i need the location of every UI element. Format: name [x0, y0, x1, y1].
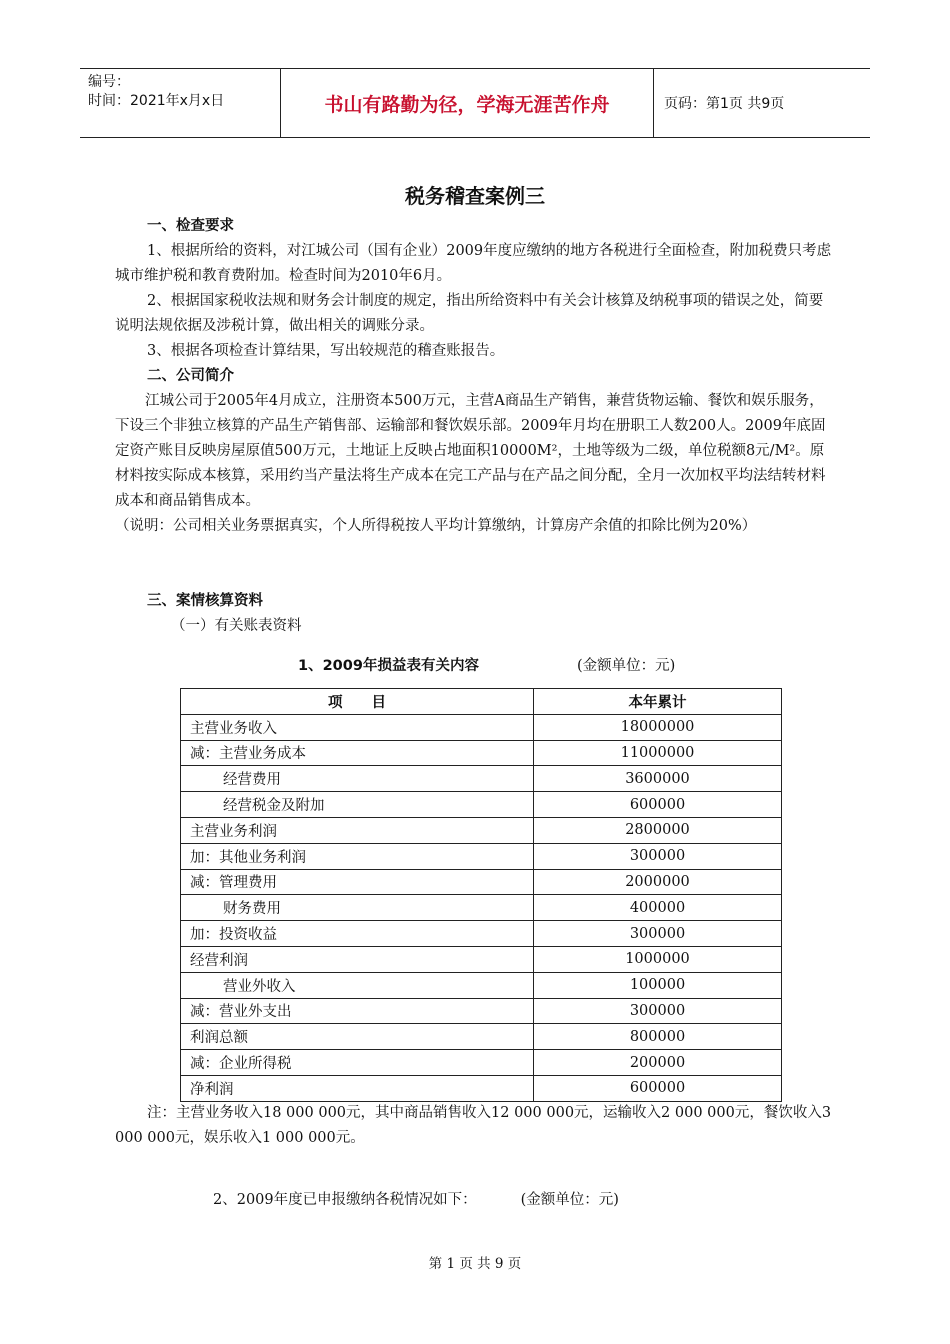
table-row: [181, 1050, 782, 1076]
number-label: 编号：: [88, 74, 130, 90]
row-value: 100000: [534, 972, 782, 998]
section-3-sub1: （一）有关账表资料: [171, 618, 302, 634]
table1-note: 注：主营业务收入18 000 000元，其中商品销售收入12 000 000元，运输收入2 000 000元，餐饮收入3 000 000元，娱乐收入1 000 000元。: [115, 1105, 832, 1146]
table2-unit: (金额单位：元): [520, 1192, 619, 1208]
row-item: 减：主营业务成本: [181, 740, 534, 766]
table-row: [181, 817, 782, 843]
table-row: [181, 766, 782, 792]
row-item: 减：管理费用: [181, 869, 534, 895]
table-header-row: [181, 689, 782, 715]
table-row: [181, 895, 782, 921]
row-value: 2000000: [534, 869, 782, 895]
table-row: [181, 1075, 782, 1101]
row-value: 3600000: [534, 766, 782, 792]
page-label: 页码：第1页 共9页: [664, 96, 785, 112]
table-row: [181, 740, 782, 766]
row-item: 主营业务收入: [181, 714, 534, 740]
table-row: [181, 714, 782, 740]
page-footer: 第 1 页 共 9 页: [428, 1256, 522, 1272]
requirement-1: 1、根据所给的资料，对江城公司（国有企业）2009年度应缴纳的地方各税进行全面检查，附加税费只考虑城市维护税和教育费附加。检查时间为2010年6月。: [115, 243, 832, 284]
row-value: 600000: [534, 792, 782, 818]
section-3-heading: 三、案情核算资料: [147, 593, 263, 609]
row-item: 经营费用: [181, 766, 534, 792]
requirement-3: 3、根据各项检查计算结果，写出较规范的稽查账报告。: [147, 343, 505, 359]
table-row: [181, 998, 782, 1024]
requirement-2: 2、根据国家税收法规和财务会计制度的规定，指出所给资料中有关会计核算及纳税事项的错误之处，简要说明法规依据及涉税计算，做出相关的调账分录。: [115, 293, 824, 334]
column-header-ytd: 本年累计: [534, 689, 782, 715]
row-item: 经营利润: [181, 946, 534, 972]
row-item: 减：营业外支出: [181, 998, 534, 1024]
company-profile: 江城公司于2005年4月成立，注册资本500万元，主营A商品生产销售，兼营货物运输、餐饮和娱乐服务，下设三个非独立核算的产品生产销售部、运输部和餐饮娱乐部。2009年月均在册职工人数200人。2009年底固定资产账目反映房屋原值500万元，土地证上反映占地面积10000M²，土地等级为二级，单位税额8元/M²。原材料按实际成本核算，采用约当产量法将生产成本在完工产品与在产品之间分配，全月一次加权平均法结转材料成本和商品销售成本。: [115, 393, 826, 509]
section-1-heading: 一、检查要求: [147, 218, 234, 234]
row-value: 400000: [534, 895, 782, 921]
table-row: [181, 843, 782, 869]
row-item: 加：投资收益: [181, 921, 534, 947]
row-item: 减：企业所得税: [181, 1050, 534, 1076]
row-value: 300000: [534, 843, 782, 869]
table-row: [181, 1024, 782, 1050]
motto: 书山有路勤为径，学海无涯苦作舟: [280, 69, 654, 137]
row-item: 利润总额: [181, 1024, 534, 1050]
row-value: 1000000: [534, 946, 782, 972]
row-item: 主营业务利润: [181, 817, 534, 843]
row-item: 加：其他业务利润: [181, 843, 534, 869]
row-value: 200000: [534, 1050, 782, 1076]
table1-title: 1、2009年损益表有关内容: [298, 658, 479, 674]
page-header: [80, 68, 870, 138]
table-row: [181, 792, 782, 818]
row-item: 净利润: [181, 1075, 534, 1101]
row-value: 2800000: [534, 817, 782, 843]
row-value: 800000: [534, 1024, 782, 1050]
table1-unit: (金额单位：元): [577, 658, 676, 674]
table1-note-block: [115, 1101, 837, 1151]
document-title: 税务稽查案例三: [405, 184, 545, 208]
row-value: 600000: [534, 1075, 782, 1101]
table-row: [181, 946, 782, 972]
row-item: 营业外收入: [181, 972, 534, 998]
row-item: 经营税金及附加: [181, 792, 534, 818]
table-row: [181, 869, 782, 895]
table2-heading-block: [115, 1188, 837, 1213]
header-left: [88, 73, 224, 111]
row-item: 财务费用: [181, 895, 534, 921]
table2-title: 2、2009年度已申报缴纳各税情况如下：: [213, 1192, 477, 1208]
income-statement-table: [180, 688, 782, 1102]
row-value: 300000: [534, 921, 782, 947]
table-row: [181, 921, 782, 947]
column-header-item: 项 目: [181, 689, 534, 715]
company-note: （说明：公司相关业务票据真实，个人所得税按人平均计算缴纳，计算房产余值的扣除比例为20%）: [115, 518, 757, 534]
row-value: 300000: [534, 998, 782, 1024]
date-label: 时间：2021年x月x日: [88, 93, 225, 109]
row-value: 11000000: [534, 740, 782, 766]
section-2-heading: 二、公司简介: [147, 368, 234, 384]
table-row: [181, 972, 782, 998]
section-1: [115, 214, 837, 539]
section-3: [115, 589, 837, 639]
row-value: 18000000: [534, 714, 782, 740]
